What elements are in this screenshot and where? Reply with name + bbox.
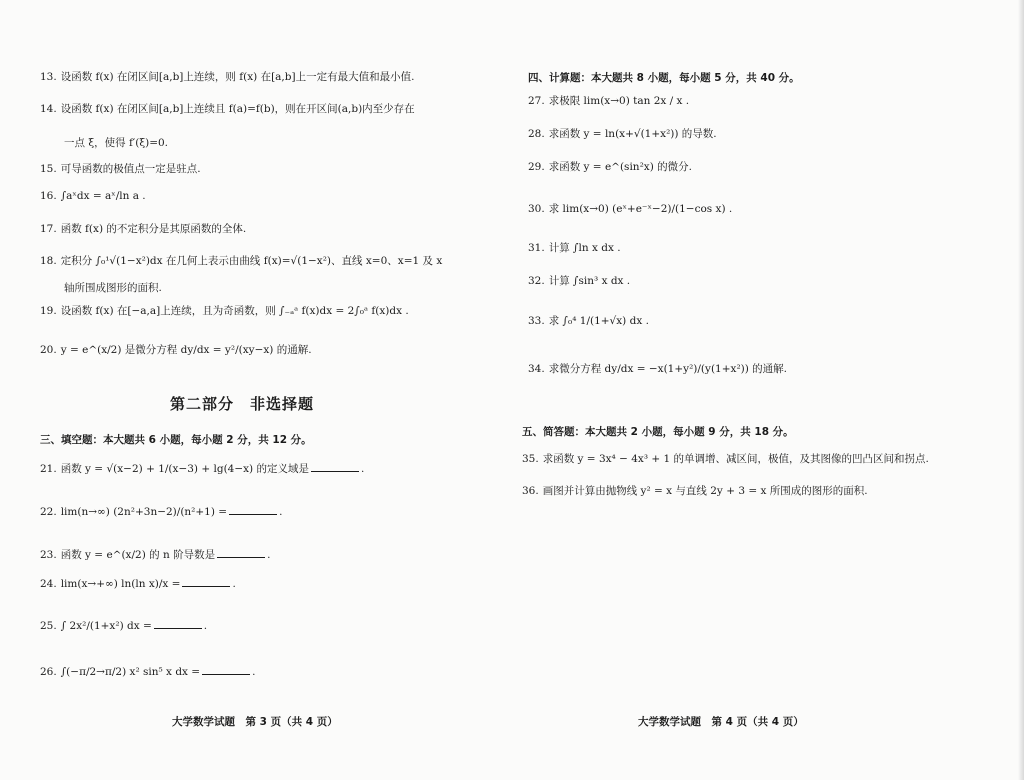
question-32: 32. 计算 ∫sin³ x dx . — [528, 275, 631, 287]
question-26: 26. ∫(−π/2→π/2) x² sin⁵ x dx = . — [40, 666, 256, 678]
question-20: 20. y = e^(x/2) 是微分方程 dy/dx = y²/(xy−x) 的通解. — [40, 344, 312, 356]
question-34: 34. 求微分方程 dy/dx = −x(1+y²)/(y(1+x²)) 的通解. — [528, 363, 788, 375]
question-33: 33. 求 ∫₀⁴ 1/(1+√x) dx . — [528, 315, 649, 327]
question-14-continuation: 一点 ξ，使得 f′(ξ)=0. — [64, 137, 169, 149]
question-27: 27. 求极限 lim(x→0) tan 2x / x . — [528, 95, 690, 107]
question-18: 18. 定积分 ∫₀¹√(1−x²)dx 在几何上表示由曲线 f(x)=√(1−x²)、直线 x=0、x=1 及 x — [40, 255, 443, 267]
question-14: 14. 设函数 f(x) 在闭区间[a,b]上连续且 f(a)=f(b)，则在开区间(a,b)内至少存在 — [40, 103, 415, 115]
question-25: 25. ∫ 2x²/(1+x²) dx = . — [40, 620, 208, 632]
question-15: 15. 可导函数的极值点一定是驻点. — [40, 163, 201, 175]
answer-blank — [229, 505, 277, 515]
question-30: 30. 求 lim(x→0) (eˣ+e⁻ˣ−2)/(1−cos x) . — [528, 203, 733, 215]
question-36: 36. 画图并计算由抛物线 y² = x 与直线 2y + 3 = x 所围成的图形的面积. — [522, 485, 868, 497]
question-29: 29. 求函数 y = e^(sin²x) 的微分. — [528, 161, 692, 173]
section-short-answer-header: 五、简答题：本大题共 2 小题，每小题 9 分，共 18 分。 — [522, 426, 794, 438]
question-31: 31. 计算 ∫ln x dx . — [528, 242, 621, 254]
section-calculation-header: 四、计算题：本大题共 8 小题，每小题 5 分，共 40 分。 — [528, 72, 800, 84]
question-24: 24. lim(x→+∞) ln(ln x)/x = . — [40, 578, 236, 590]
page-4-footer: 大学数学试题 第 4 页（共 4 页） — [638, 716, 804, 728]
exam-page-4 — [512, 0, 1024, 780]
answer-blank — [154, 619, 202, 629]
question-16: 16. ∫aˣdx = aˣ/ln a . — [40, 190, 146, 202]
page-3-footer: 大学数学试题 第 3 页（共 4 页） — [172, 716, 338, 728]
question-35: 35. 求函数 y = 3x⁴ − 4x³ + 1 的单调增、减区间，极值，及其图像的凹凸区间和拐点. — [522, 453, 929, 465]
question-17: 17. 函数 f(x) 的不定积分是其原函数的全体. — [40, 223, 247, 235]
question-13: 13. 设函数 f(x) 在闭区间[a,b]上连续，则 f(x) 在[a,b]上一定有最大值和最小值. — [40, 71, 415, 83]
answer-blank — [217, 548, 265, 558]
question-19: 19. 设函数 f(x) 在[−a,a]上连续，且为奇函数，则 ∫₋ₐᵃ f(x)dx = 2∫₀ᵃ f(x)dx . — [40, 305, 409, 317]
question-18-continuation: 轴所围成图形的面积. — [64, 282, 162, 294]
scan-edge-shadow — [1018, 0, 1024, 780]
answer-blank — [202, 665, 250, 675]
answer-blank — [182, 577, 230, 587]
section-fill-in-header: 三、填空题：本大题共 6 小题，每小题 2 分，共 12 分。 — [40, 434, 312, 446]
part-two-title: 第二部分 非选择题 — [170, 395, 315, 413]
question-23: 23. 函数 y = e^(x/2) 的 n 阶导数是 . — [40, 549, 271, 561]
question-28: 28. 求函数 y = ln(x+√(1+x²)) 的导数. — [528, 128, 717, 140]
question-21: 21. 函数 y = √(x−2) + 1/(x−3) + lg(4−x) 的定义域是 . — [40, 463, 365, 475]
question-22: 22. lim(n→∞) (2n²+3n−2)/(n²+1) = . — [40, 506, 283, 518]
answer-blank — [311, 462, 359, 472]
